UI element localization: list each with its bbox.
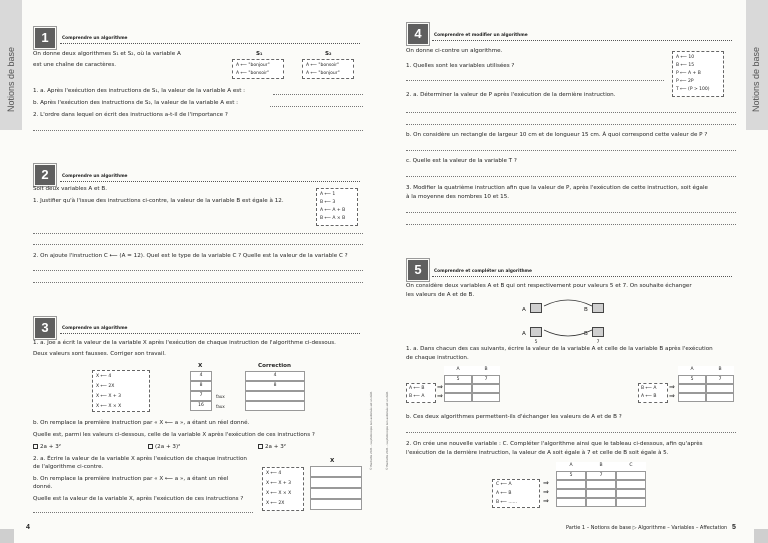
table-cell: 7 bbox=[472, 375, 500, 384]
answer-line[interactable] bbox=[406, 80, 664, 81]
exercise-intro: On considère deux variables A et B qui ont respectivement pour valeurs 5 et 7. On souhaite échanger bbox=[406, 283, 692, 289]
cube-label-a: A bbox=[522, 331, 526, 337]
exercise-title-rule bbox=[432, 40, 732, 41]
answer-line[interactable] bbox=[33, 282, 363, 283]
table-cell[interactable] bbox=[472, 393, 500, 402]
variable-cube-b: 7 bbox=[592, 327, 604, 337]
exercise-intro: On donne deux algorithmes S₁ et S₂, où la variable A bbox=[33, 51, 181, 57]
question-2: 2. L'ordre dans lequel on écrit des instructions a-t-il de l'importance ? bbox=[33, 112, 228, 118]
exercise-intro: Soit deux variables A et B. bbox=[33, 186, 108, 192]
table-header: A bbox=[678, 366, 706, 375]
exercise-title: Comprendre un algorithme bbox=[62, 174, 128, 179]
question-2b: b. On considère un rectangle de largeur 10 cm et de longueur 15 cm. À quoi correspond cette valeur de P ? bbox=[406, 132, 708, 138]
checkbox[interactable] bbox=[33, 444, 38, 449]
table-cell[interactable] bbox=[678, 384, 706, 393]
exercise-intro: est une chaîne de caractères. bbox=[33, 62, 117, 68]
algorithm-box bbox=[672, 51, 724, 97]
answer-line[interactable] bbox=[33, 233, 363, 234]
correction-cell[interactable] bbox=[245, 391, 305, 401]
page-number: 4 bbox=[26, 524, 30, 531]
algorithm-box bbox=[92, 370, 150, 412]
algorithm-box bbox=[316, 188, 358, 226]
footer-breadcrumb: Partie 1 – Notions de base ▷ Algorithme – Variables – Affectation bbox=[566, 525, 728, 531]
x-value-cell: 7 bbox=[190, 391, 212, 401]
table-cell[interactable] bbox=[706, 393, 734, 402]
algo-line: C ⟵ A bbox=[496, 482, 512, 487]
question-2a: 2. a. Déterminer la valeur de P après l'exécution de la dernière instruction. bbox=[406, 92, 616, 98]
table-cell: 5 bbox=[556, 471, 586, 480]
algorithm-s1-box bbox=[232, 59, 284, 79]
table-cell: 7 bbox=[586, 471, 616, 480]
table-cell[interactable] bbox=[616, 498, 646, 507]
exercise-title-rule bbox=[60, 181, 360, 182]
table-header: B bbox=[472, 366, 500, 375]
choice[interactable]: (2a + 3)² bbox=[148, 444, 180, 451]
table-cell[interactable] bbox=[472, 384, 500, 393]
answer-line[interactable] bbox=[33, 244, 363, 245]
algo-line: A ⟵ "bonjour" bbox=[306, 71, 340, 76]
table-cell: 7 bbox=[706, 375, 734, 384]
table-cell[interactable] bbox=[678, 393, 706, 402]
algo-line: X ⟵ X + 3 bbox=[266, 481, 291, 486]
algorithm-box bbox=[492, 479, 540, 508]
algo-line: A ⟵ 1 bbox=[320, 192, 336, 197]
column-header-x: X bbox=[198, 363, 203, 369]
swap-arrows-icon bbox=[540, 296, 596, 340]
question-1b: b. Après l'exécution des instructions de S₂, la valeur de la variable A est : bbox=[33, 100, 239, 106]
algo-line: A ⟵ B bbox=[641, 394, 657, 399]
algo-line: X ⟵ X + 3 bbox=[96, 394, 121, 399]
corner-mark bbox=[754, 529, 768, 543]
algo-line: X ⟵ 2X bbox=[266, 501, 285, 506]
algo-line: A ⟵ "bonsoir" bbox=[306, 63, 340, 68]
table-header: B bbox=[586, 462, 616, 471]
algo-line: X ⟵ 4 bbox=[96, 374, 112, 379]
answer-line[interactable] bbox=[406, 432, 736, 433]
question-1: 1. Quelles sont les variables utilisées ? bbox=[406, 63, 515, 69]
question-2a-cont: de l'algorithme ci-contre. bbox=[33, 464, 104, 470]
exercise-number-badge: 5 bbox=[408, 260, 428, 280]
faux-mark: faux bbox=[216, 394, 225, 399]
table-cell: 5 bbox=[678, 375, 706, 384]
algo-line: A ⟵ B bbox=[409, 386, 425, 391]
checkbox[interactable] bbox=[258, 444, 263, 449]
question-1a-cont: de chaque instruction. bbox=[406, 355, 469, 361]
arrow-icon: ⇒ bbox=[543, 497, 549, 505]
exercise-title: Comprendre un algorithme bbox=[62, 36, 128, 41]
column-header-correction: Correction bbox=[258, 363, 291, 369]
copyright-notice: © Hachette 2021 – La photocopie non autorisée est un délit. bbox=[386, 391, 389, 470]
algorithm-box bbox=[638, 383, 668, 403]
algo-line: A ⟵ 10 bbox=[676, 55, 695, 60]
answer-line[interactable] bbox=[33, 270, 363, 271]
table-cell bbox=[616, 471, 646, 480]
right-page bbox=[380, 0, 768, 543]
exercise-intro: On donne ci-contre un algorithme. bbox=[406, 48, 503, 54]
question-2a: 2. a. Écrire la valeur de la variable X après l'exécution de chaque instruction bbox=[33, 456, 247, 462]
question-2-cont: l'exécution de la dernière instruction, la valeur de A soit égale à 7 et celle de B soit égale à 5. bbox=[406, 450, 669, 456]
question-3: 3. Modifier la quatrième instruction afin que la valeur de P, après l'exécution de cette instruction, soit égale bbox=[406, 185, 708, 191]
table-header: A bbox=[444, 366, 472, 375]
question-2c: Quelle est la valeur de la variable X, après l'exécution de ces instructions ? bbox=[33, 496, 244, 502]
cube-label-b: B bbox=[584, 331, 588, 337]
question-1a: 1. a. Dans chacun des cas suivants, écrire la valeur de la variable A et celle de la variable B après l'exécution bbox=[406, 346, 713, 352]
exercise-title: Comprendre et modifier un algorithme bbox=[434, 33, 528, 38]
arrow-icon: ⇒ bbox=[669, 392, 675, 400]
question-1a: 1. a. Après l'exécution des instructions de S₁, la valeur de la variable A est : bbox=[33, 88, 246, 94]
question-3-cont: à la moyenne des nombres 10 et 15. bbox=[406, 194, 510, 200]
exercise-title: Comprendre et compléter un algorithme bbox=[434, 269, 532, 274]
exercise-number-badge: 3 bbox=[35, 318, 55, 338]
algo-line: X ⟵ X × X bbox=[96, 404, 122, 409]
choice[interactable]: 2a + 3² bbox=[33, 444, 61, 451]
x-value-cell: 16 bbox=[190, 401, 212, 411]
corner-mark bbox=[0, 529, 14, 543]
arrow-icon: ⇒ bbox=[543, 479, 549, 487]
x-answer-cell[interactable] bbox=[310, 477, 362, 488]
faux-mark: faux bbox=[216, 404, 225, 409]
table-cell[interactable] bbox=[706, 384, 734, 393]
exercise-number-badge: 2 bbox=[35, 165, 55, 185]
question-2: 2. On crée une nouvelle variable : C. Compléter l'algorithme ainsi que le tableau ci-dessous, afin qu'après bbox=[406, 441, 703, 447]
algo-s2-header: S₂ bbox=[325, 51, 332, 57]
x-answer-cell[interactable] bbox=[310, 466, 362, 477]
table-cell[interactable] bbox=[556, 489, 586, 498]
left-page bbox=[0, 0, 380, 543]
algo-line: B ⟵ A bbox=[409, 394, 425, 399]
table-header: C bbox=[616, 462, 646, 471]
algorithm-box bbox=[262, 467, 304, 511]
question-1b-cont: Quelle est, parmi les valeurs ci-dessous, celle de la variable X après l'exécution de ces instructions ? bbox=[33, 432, 315, 438]
arrow-icon: ⇒ bbox=[543, 488, 549, 496]
table-cell[interactable] bbox=[616, 489, 646, 498]
table-cell: 5 bbox=[444, 375, 472, 384]
exercise-number-badge: 4 bbox=[408, 24, 428, 44]
algo-line: B ⟵ A × B bbox=[320, 216, 346, 221]
exercise-number-badge: 1 bbox=[35, 28, 55, 48]
arrow-icon: ⇒ bbox=[437, 383, 443, 391]
algo-s1-header: S₁ bbox=[256, 51, 263, 57]
algo-line: P ⟵ 2P bbox=[676, 79, 694, 84]
algorithm-box bbox=[406, 383, 436, 403]
choice[interactable]: 2a + 3² bbox=[258, 444, 286, 451]
table-cell[interactable] bbox=[586, 489, 616, 498]
side-tab-label: Notions de base bbox=[6, 46, 16, 112]
algo-line: B ⟵ ...... bbox=[496, 500, 517, 505]
answer-line[interactable] bbox=[33, 512, 253, 513]
exercise-title-rule bbox=[60, 333, 360, 334]
algo-line: A ⟵ A + B bbox=[320, 208, 346, 213]
correction-cell[interactable]: 4 bbox=[245, 371, 305, 381]
algorithm-s2-box bbox=[302, 59, 354, 79]
variable-cube-a: 5 bbox=[530, 327, 542, 337]
x-answer-cell[interactable] bbox=[310, 488, 362, 499]
answer-line[interactable] bbox=[33, 130, 363, 131]
answer-line[interactable] bbox=[270, 106, 363, 107]
correction-cell[interactable]: 8 bbox=[245, 381, 305, 391]
x-value-cell: 8 bbox=[190, 381, 212, 391]
exercise-intro: les valeurs de A et de B. bbox=[406, 292, 475, 298]
question-1a-cont: Deux valeurs sont fausses. Corriger son travail. bbox=[33, 351, 166, 357]
exercise-title-rule bbox=[60, 43, 360, 44]
algo-line: B ⟵ 3 bbox=[320, 200, 336, 205]
algo-line: T ⟵ (P > 100) bbox=[676, 87, 710, 92]
algo-line: P ⟵ A + B bbox=[676, 71, 701, 76]
question-1b: b. On remplace la première instruction par « X ⟵ a », a étant un réel donné. bbox=[33, 420, 250, 426]
exercise-title-rule bbox=[432, 276, 732, 277]
question-2c: c. Quelle est la valeur de la variable T ? bbox=[406, 158, 517, 164]
table-cell[interactable] bbox=[586, 498, 616, 507]
question-2b-cont: donné. bbox=[33, 484, 53, 490]
algo-line: B ⟵ 15 bbox=[676, 63, 695, 68]
algo-line: X ⟵ X × X bbox=[266, 491, 292, 496]
algo-line: A ⟵ B bbox=[496, 491, 512, 496]
question-2: 2. On ajoute l'instruction C ⟵ (A = 12). Quel est le type de la variable C ? Quelle est la valeur de la variable C ? bbox=[33, 253, 348, 259]
answer-line[interactable] bbox=[406, 112, 736, 113]
correction-cell[interactable] bbox=[245, 401, 305, 411]
answer-line[interactable] bbox=[273, 94, 363, 95]
copyright-notice: © Hachette 2021 – La photocopie non autorisée est un délit. bbox=[370, 391, 373, 470]
x-value-cell: 4 bbox=[190, 371, 212, 381]
question-1a: 1. a. Joe a écrit la valeur de la variable X après l'exécution de chaque instruction de l'algorithme ci-dessous. bbox=[33, 340, 336, 346]
answer-line[interactable] bbox=[406, 176, 736, 177]
table-cell[interactable] bbox=[556, 498, 586, 507]
page-number: 5 bbox=[732, 524, 736, 531]
table-cell[interactable] bbox=[616, 480, 646, 489]
table-header: B bbox=[706, 366, 734, 375]
table-cell[interactable] bbox=[556, 480, 586, 489]
algo-line: X ⟵ 2X bbox=[96, 384, 115, 389]
column-header-x: X bbox=[330, 458, 335, 464]
x-answer-cell[interactable] bbox=[310, 499, 362, 510]
answer-line[interactable] bbox=[406, 150, 736, 151]
cube-label-a: A bbox=[522, 307, 526, 313]
side-tab-label: Notions de base bbox=[751, 46, 761, 112]
algo-line: X ⟵ 4 bbox=[266, 471, 282, 476]
question-1: 1. Justifier qu'à l'issue des instructions ci-contre, la valeur de la variable B est égale à 12. bbox=[33, 198, 284, 204]
answer-line[interactable] bbox=[406, 224, 736, 225]
answer-line[interactable] bbox=[406, 124, 736, 125]
table-cell[interactable] bbox=[444, 393, 472, 402]
algo-line: A ⟵ "bonsoir" bbox=[236, 71, 270, 76]
cube-label-b: B bbox=[584, 307, 588, 313]
exercise-title: Comprendre un algorithme bbox=[62, 326, 128, 331]
algo-line: A ⟵ "bonjour" bbox=[236, 63, 270, 68]
table-cell[interactable] bbox=[586, 480, 616, 489]
algo-line: B ⟵ A bbox=[641, 386, 657, 391]
answer-line[interactable] bbox=[406, 212, 736, 213]
arrow-icon: ⇒ bbox=[437, 392, 443, 400]
question-1b: b. Ces deux algorithmes permettent-ils d'échanger les valeurs de A et de B ? bbox=[406, 414, 622, 420]
table-header: A bbox=[556, 462, 586, 471]
table-cell[interactable] bbox=[444, 384, 472, 393]
question-2b: b. On remplace la première instruction par « X ⟵ a », a étant un réel bbox=[33, 476, 229, 482]
arrow-icon: ⇒ bbox=[669, 383, 675, 391]
checkbox[interactable] bbox=[148, 444, 153, 449]
